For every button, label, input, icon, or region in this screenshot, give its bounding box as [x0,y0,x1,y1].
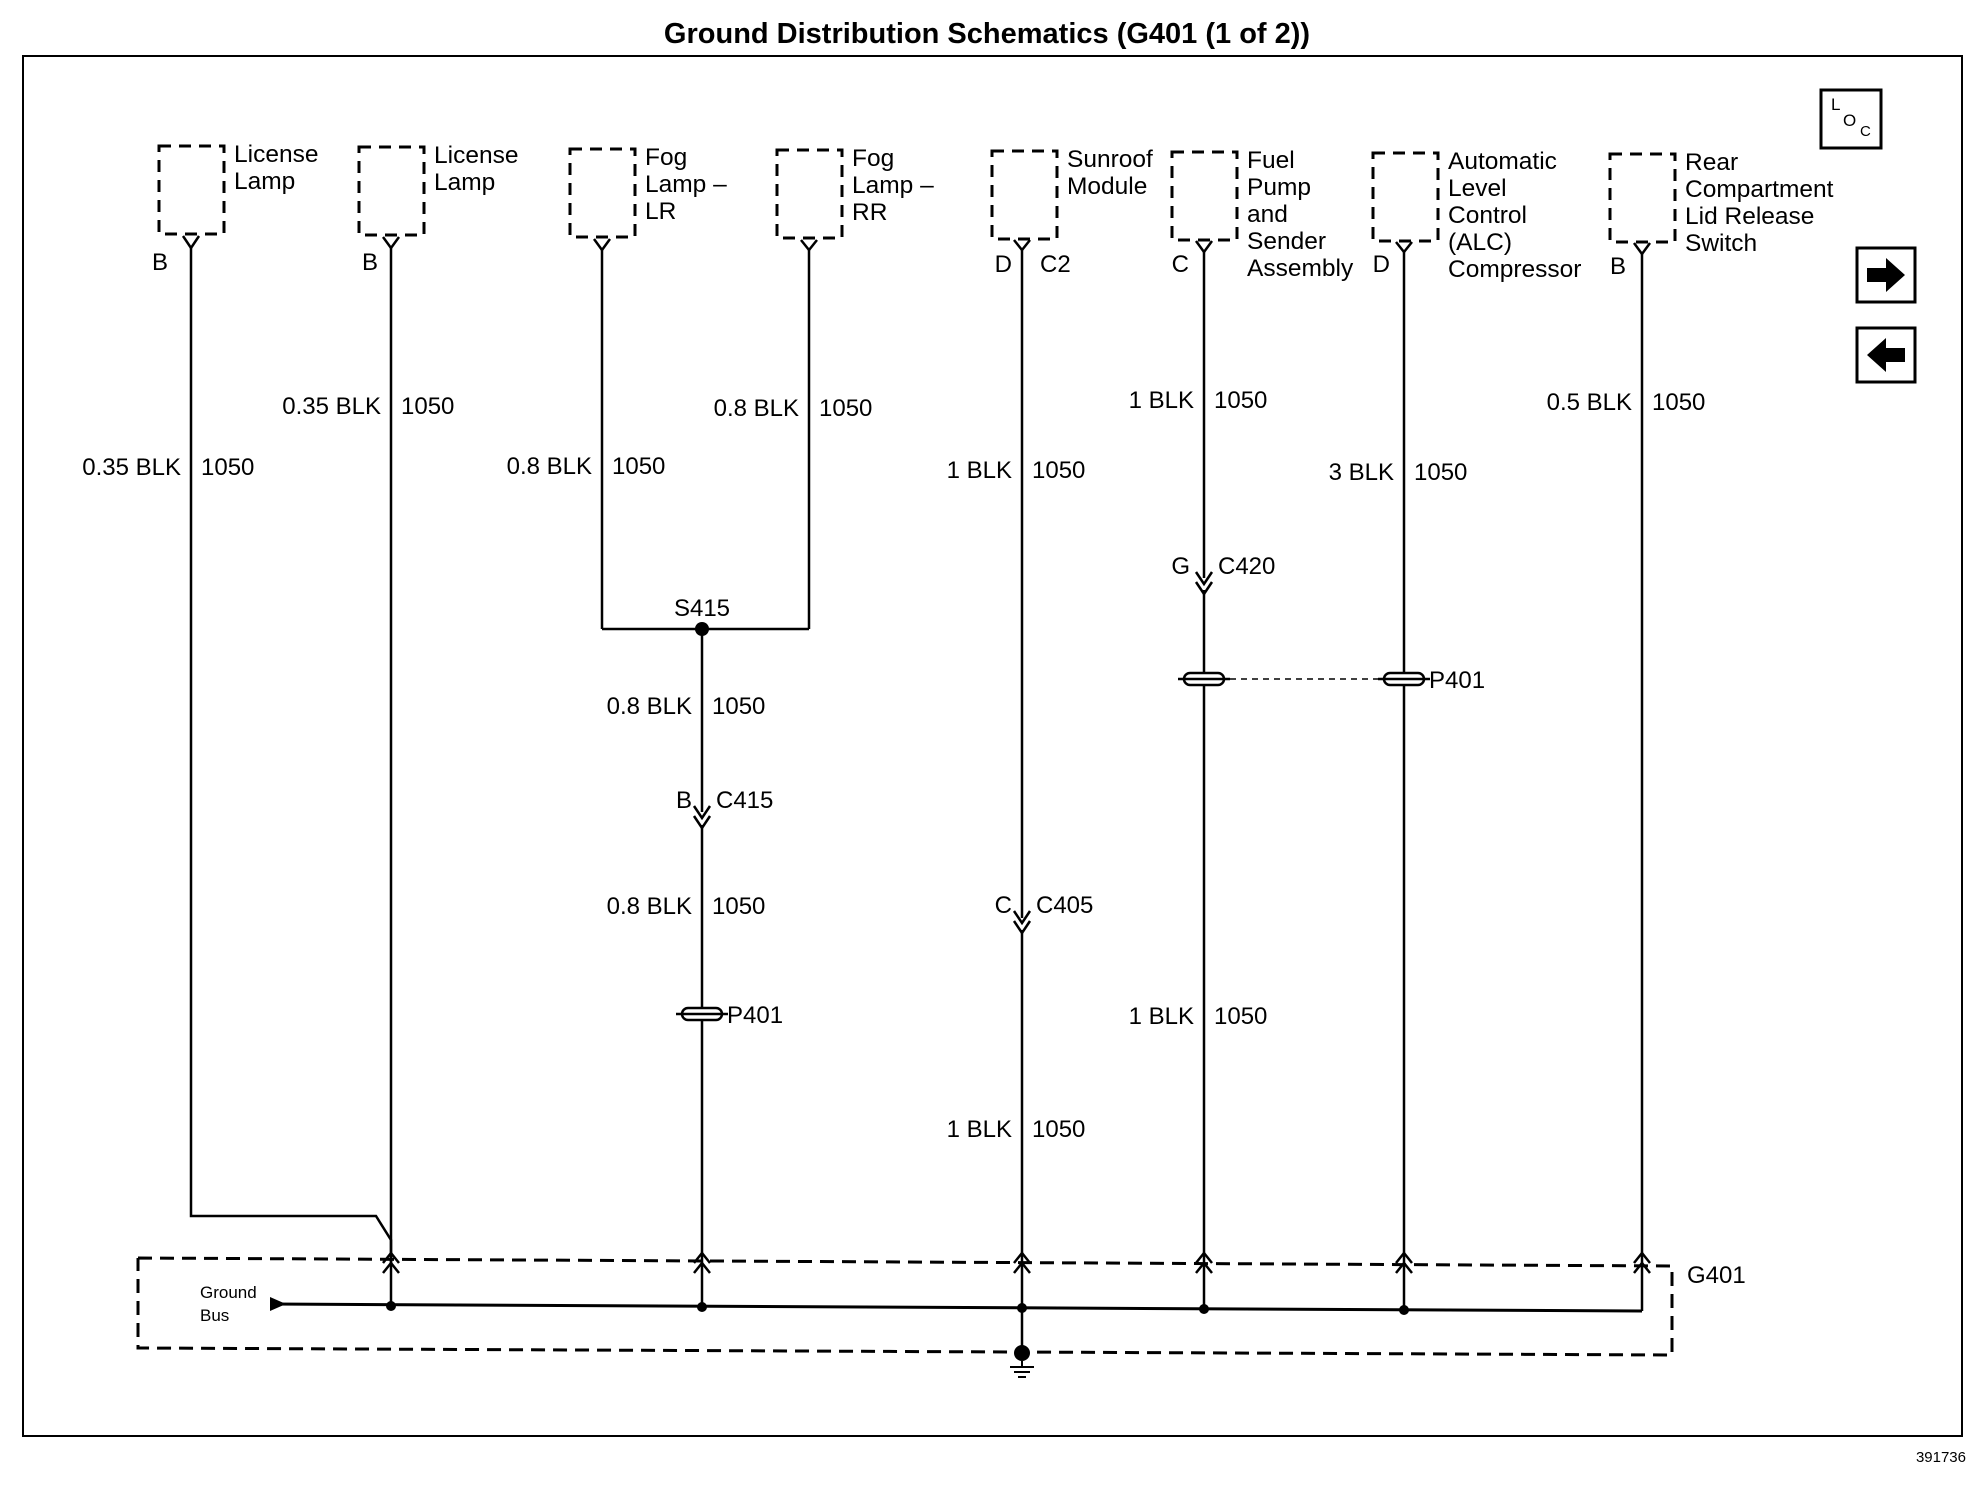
pin-label-rear-switch: B [1609,253,1626,280]
circuit-after-c405: 1050 [1032,1116,1086,1143]
c415-label: C415 [716,787,774,814]
wire-size-license-1: 0.35 BLK [82,454,181,481]
ground-g401-label: G401 [1687,1262,1746,1289]
ground-bus-arrow-icon [270,1297,286,1311]
terminal-rear-switch [1634,243,1650,254]
sunroof-module-label: Sunroof Module [1067,146,1153,200]
splice-s415-label: S415 [673,595,731,622]
image-id-label: 391736 [1915,1449,1966,1466]
ground-bus-label-line1: Ground [200,1283,257,1302]
terminal-fog-rr [801,240,817,250]
circuit-license-2: 1050 [401,393,455,420]
loc-glyph-o: O [1843,111,1857,130]
page-title: Ground Distribution Schematics (G401 (1 of 2)) [663,18,1311,50]
c405-pin-label: C [994,892,1012,919]
inline-connector-symbols [694,572,1212,933]
circuit-fog-lr: 1050 [612,453,666,480]
fog-lamp-lr-label: Fog Lamp – LR [645,144,727,225]
ground-bus-line [270,1304,1642,1311]
wire-size-sunroof: 1 BLK [946,457,1012,484]
wire-size-after-c420: 1 BLK [1128,1003,1194,1030]
component-labels [234,141,1840,283]
circuit-rear-switch: 1050 [1652,389,1706,416]
wire-size-alc: 3 BLK [1328,459,1394,486]
license-lamp-1-label: License Lamp [234,141,319,195]
rear-compartment-switch-label: Rear Compartment Lid Release Switch [1685,149,1834,257]
fuel-pump-box [1172,152,1237,240]
diagram-frame [23,56,1962,1436]
wire-size-rear-switch: 0.5 BLK [1546,389,1632,416]
terminal-license-1 [183,236,199,248]
circuit-alc: 1050 [1414,459,1468,486]
pin-label-license-2: B [361,249,378,276]
p401-grommet-fuel [1178,673,1230,685]
terminal-license-2 [383,237,399,248]
pin-label-sunroof: D [994,251,1012,278]
pin-label-license-1: B [151,249,168,276]
sunroof-module-box [992,151,1057,239]
p401-right-label: P401 [1429,667,1486,694]
license-lamp-2-label: License Lamp [434,142,519,196]
c405-label: C405 [1036,892,1094,919]
circuit-license-1: 1050 [201,454,255,481]
fog-lamp-rr-box [777,150,842,238]
ground-symbol-icon [1010,1361,1034,1377]
alc-compressor-label: Automatic Level Control (ALC) Compressor [1448,148,1582,283]
previous-page-button[interactable] [1857,328,1915,382]
location-button[interactable] [1821,90,1881,148]
wire-size-fog-rr: 0.8 BLK [713,395,799,422]
terminal-sunroof [1014,240,1030,250]
fog-lamp-rr-label: Fog Lamp – RR [852,145,934,226]
fog-lamp-lr-box [570,149,635,237]
wire-size-license-2: 0.35 BLK [282,393,381,420]
loc-glyph-c: C [1860,123,1871,140]
ground-bus-label-line2: Bus [200,1306,230,1325]
rear-compartment-switch-box [1610,154,1675,242]
c420-label: C420 [1218,553,1276,580]
alc-compressor-box [1373,153,1438,241]
p401-grommet-left [676,1008,728,1020]
circuit-fog-rr: 1050 [819,395,873,422]
fuel-pump-label: Fuel Pump and Sender Assembly [1247,147,1354,282]
ground-terminals [383,1253,1650,1273]
wire-size-after-c405: 1 BLK [946,1116,1012,1143]
loc-glyph-l: L [1831,95,1841,114]
c420-pin-label: G [1171,553,1190,580]
p401-grommet-alc [1378,673,1430,685]
circuit-fuel: 1050 [1214,387,1268,414]
terminal-fog-lr [594,239,610,250]
wire-size-fuel: 1 BLK [1128,387,1194,414]
pin-label-fuel: C [1171,251,1189,278]
terminal-fuel [1196,241,1212,252]
wire-size-after-c415: 0.8 BLK [606,893,692,920]
circuit-after-c420: 1050 [1214,1003,1268,1030]
circuit-sunroof: 1050 [1032,457,1086,484]
circuit-after-c415: 1050 [712,893,766,920]
wire-size-fog-lr: 0.8 BLK [506,453,592,480]
pass-through-symbols [676,673,1430,1020]
c415-pin-label: B [675,787,692,814]
circuit-s415: 1050 [712,693,766,720]
license-lamp-2-box [359,147,424,235]
pin-terminals [183,236,1650,254]
connector-label-sunroof: C2 [1040,251,1071,278]
splice-s415-dot [695,622,709,636]
license-lamp-1-box [159,146,224,234]
pin-label-alc: D [1372,251,1390,278]
wire-size-s415: 0.8 BLK [606,693,692,720]
p401-left-label: P401 [727,1002,784,1029]
wire-labels [82,387,1705,1143]
terminal-alc [1396,242,1412,252]
ground-point-dot [1014,1345,1030,1361]
next-page-button[interactable] [1857,248,1915,302]
